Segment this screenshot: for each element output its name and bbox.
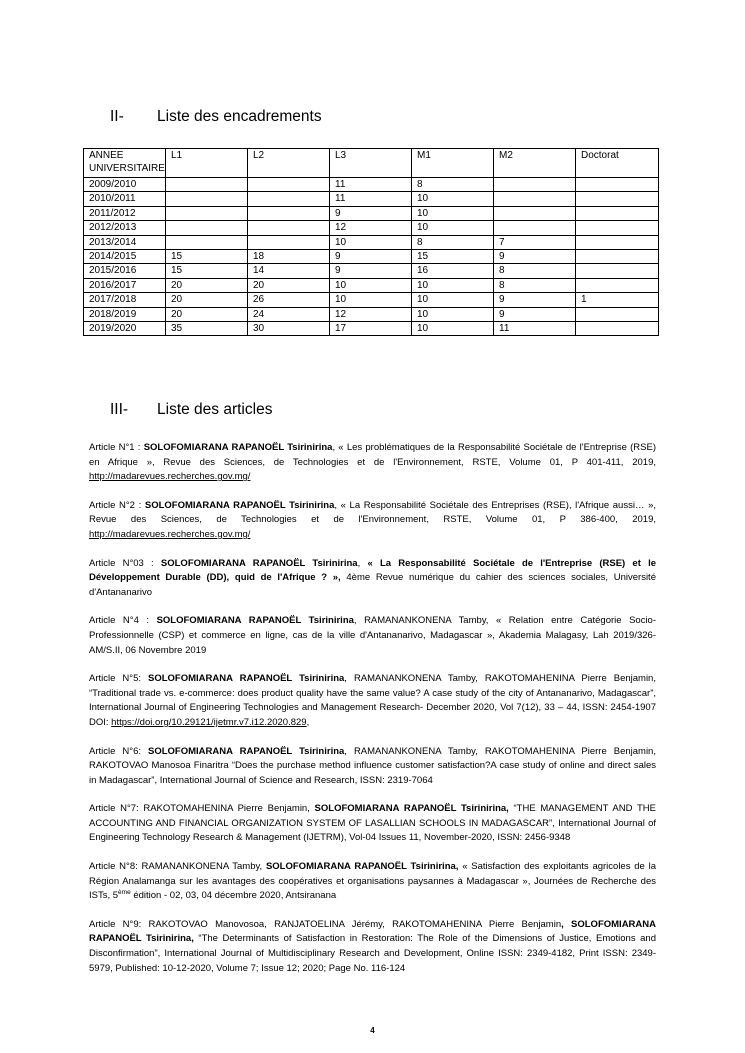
table-cell xyxy=(576,249,659,263)
table-header-cell: M1 xyxy=(412,149,494,178)
article-entry xyxy=(89,672,656,730)
table-cell: 8 xyxy=(412,178,494,192)
section-heading-encadrements xyxy=(110,108,322,126)
table-cell: 2019/2020 xyxy=(84,321,166,335)
table-cell: 35 xyxy=(166,321,248,335)
article-author-bold: SOLOFOMIARANA RAPANOËL Tsirinirina, xyxy=(265,861,459,873)
table-cell xyxy=(576,178,659,192)
table-cell xyxy=(576,221,659,235)
table-header-cell: Doctorat xyxy=(576,149,659,178)
table-cell: 2014/2015 xyxy=(84,249,166,263)
table-header-cell: L3 xyxy=(330,149,412,178)
section-title: Liste des encadrements xyxy=(157,108,322,125)
article-author-bold: SOLOFOMIARANA RAPANOËL Tsirinirina xyxy=(160,557,358,569)
article-author-bold: SOLOFOMIARANA RAPANOËL Tsirinirina xyxy=(143,442,333,453)
table-cell: 2018/2019 xyxy=(84,307,166,321)
article-link[interactable]: http://madarevues.recherches.gov.mg/ xyxy=(89,528,251,540)
article-text: Article N°1 : xyxy=(89,442,144,453)
section-number: III- xyxy=(110,401,129,418)
table-cell: 10 xyxy=(330,278,412,292)
article-entry xyxy=(89,557,656,601)
table-cell xyxy=(248,206,330,220)
table-cell: 14 xyxy=(248,264,330,278)
table-row xyxy=(84,221,659,235)
table-cell xyxy=(576,206,659,220)
table-cell xyxy=(248,192,330,206)
article-text: Article N°6: xyxy=(89,745,148,757)
encadrements-table xyxy=(83,148,659,336)
table-cell xyxy=(248,221,330,235)
article-text: Article N°7: RAKOTOMAHENINA Pierre Benjamin, xyxy=(89,803,315,815)
page-number: 4 xyxy=(370,1026,375,1035)
table-cell: 2011/2012 xyxy=(84,206,166,220)
article-text: Article N°5: xyxy=(89,673,148,685)
article-entry xyxy=(89,802,656,846)
table-cell xyxy=(576,307,659,321)
table-header-cell: L1 xyxy=(166,149,248,178)
table-row xyxy=(84,249,659,263)
table-cell: 9 xyxy=(494,307,576,321)
table-header-cell: ANNEE UNIVERSITAIRE xyxy=(84,149,166,178)
article-list xyxy=(89,441,656,990)
article-author-bold: SOLOFOMIARANA RAPANOËL Tsirinirina xyxy=(148,673,345,685)
table-cell xyxy=(166,221,248,235)
table-cell xyxy=(166,192,248,206)
table-cell: 2009/2010 xyxy=(84,178,166,192)
table-cell: 8 xyxy=(494,278,576,292)
table-cell: 10 xyxy=(412,221,494,235)
table-cell: 10 xyxy=(330,293,412,307)
table-cell: 9 xyxy=(330,264,412,278)
table-row xyxy=(84,321,659,335)
article-entry xyxy=(89,860,656,904)
table-cell: 11 xyxy=(330,192,412,206)
table-cell xyxy=(494,206,576,220)
table-cell: 11 xyxy=(494,321,576,335)
article-author-bold: SOLOFOMIARANA RAPANOËL Tsirinirina xyxy=(144,499,335,511)
table-cell xyxy=(494,192,576,206)
article-text: , RAMANANKONENA Tamby, « Relation entre Catégorie Socio-Professionnelle (CSP) et commerce en ligne, cas de la ville d'Antananarivo, Madagascar », Akademia Malagasy, Lah 2019/326-AM/S.II, 06 Novembre 2019 xyxy=(89,615,657,656)
article-text: , « La Responsabilité Sociétale des Entreprises (RSE), l'Afrique aussi… », Revue des Sciences, de Technologies et de l'Environnement, RSTE, Volume 01, P 386-400, 2019, xyxy=(89,499,656,526)
article-entry xyxy=(89,441,656,485)
article-text: , « Les problématiques de la Responsabilité Sociétale de l'Entreprise (RSE) en Afrique », Revue des Sciences, de Technologies et de l'Environnement, RSTE, Volume 01, P 401-411, 2019, xyxy=(89,442,656,468)
table-cell: 24 xyxy=(248,307,330,321)
table-cell: 26 xyxy=(248,293,330,307)
article-text: “THE MANAGEMENT AND THE ACCOUNTING AND FINANCIAL ORGANIZATION SYSTEM OF LASALLIAN SCHOOLS IN MADAGASCAR”, International Journal of Engineering Technology Research & Management (IJETRM), Vol-04 Issues 11, November-2020, ISSN: 2456-9348 xyxy=(89,803,657,844)
article-text: Article N°9: RAKOTOVAO Manovosoa, RANJATOELINA Jérémy, RAKOTOMAHENINA Pierre Benjamin xyxy=(89,918,562,930)
table-cell: 12 xyxy=(330,221,412,235)
table-cell: 10 xyxy=(412,293,494,307)
superscript-text: ème xyxy=(118,889,131,897)
table-cell: 2010/2011 xyxy=(84,192,166,206)
table-cell: 10 xyxy=(412,307,494,321)
table-cell: 16 xyxy=(412,264,494,278)
table-cell: 2015/2016 xyxy=(84,264,166,278)
article-link[interactable]: http://madarevues.recherches.gov.mg/ xyxy=(89,471,251,483)
table-cell: 2012/2013 xyxy=(84,221,166,235)
table-cell: 20 xyxy=(166,278,248,292)
section-number: II- xyxy=(110,108,124,125)
table-cell xyxy=(166,178,248,192)
table-cell: 17 xyxy=(330,321,412,335)
table-header-cell: L2 xyxy=(248,149,330,178)
table-cell xyxy=(576,264,659,278)
table-cell: 9 xyxy=(330,249,412,263)
table-cell: 18 xyxy=(248,249,330,263)
table-header-cell: M2 xyxy=(494,149,576,178)
article-author-bold: SOLOFOMIARANA RAPANOËL Tsirinirina xyxy=(148,745,345,757)
article-author-bold: SOLOFOMIARANA RAPANOËL Tsirinirina, xyxy=(314,803,509,815)
article-author-bold: , SOLOFOMIARANA RAPANOËL Tsirinirina, xyxy=(89,918,656,945)
table-cell: 2016/2017 xyxy=(84,278,166,292)
table-cell xyxy=(494,221,576,235)
article-text: Article N°8: RAMANANKONENA Tamby, xyxy=(89,861,266,873)
article-text: Article N°2 : xyxy=(89,499,145,511)
table-cell xyxy=(248,178,330,192)
table-cell: 1 xyxy=(576,293,659,307)
table-cell xyxy=(166,206,248,220)
article-text: Article N°03 : xyxy=(89,557,161,569)
table-cell: 10 xyxy=(412,192,494,206)
table-cell xyxy=(494,178,576,192)
table-cell xyxy=(576,278,659,292)
table-cell: 10 xyxy=(330,235,412,249)
table-row xyxy=(84,206,659,220)
table-cell: 9 xyxy=(330,206,412,220)
table-cell: 11 xyxy=(330,178,412,192)
article-link[interactable]: https://doi.org/10.29121/ijetmr.v7.i12.2020.829 xyxy=(111,716,307,728)
article-text: Article N°4 : xyxy=(89,615,157,627)
article-entry xyxy=(89,614,656,658)
table-cell: 9 xyxy=(494,293,576,307)
article-entry xyxy=(89,918,656,976)
table-cell: 2017/2018 xyxy=(84,293,166,307)
table-cell: 20 xyxy=(166,307,248,321)
table-cell: 8 xyxy=(412,235,494,249)
article-author-bold: « La Responsabilité Sociétale de l'Entreprise (RSE) et le Développement Durable (DD), quid de l'Afrique ? », xyxy=(89,557,657,584)
table-cell: 30 xyxy=(248,321,330,335)
table-cell: 12 xyxy=(330,307,412,321)
table-cell: 2013/2014 xyxy=(84,235,166,249)
article-entry xyxy=(89,745,656,789)
table-cell xyxy=(576,321,659,335)
table-cell: 8 xyxy=(494,264,576,278)
article-text: édition - 02, 03, 04 décembre 2020, Antsiranana xyxy=(130,890,337,902)
table-cell: 9 xyxy=(494,249,576,263)
article-text: , xyxy=(306,716,310,728)
table-row xyxy=(84,178,659,192)
article-text: « Satisfaction des exploitants agricoles de la Région Analamanga sur les avantages des coopératives et organisations paysannes à Madagascar », Journées de Recherche des ISTs, 5 xyxy=(89,861,656,902)
table-row xyxy=(84,278,659,292)
table-cell xyxy=(166,235,248,249)
article-text: 4ème Revue numérique du cahier des sciences sociales, Université d'Antananarivo xyxy=(89,572,656,598)
section-heading-articles xyxy=(110,401,272,419)
table-row xyxy=(84,192,659,206)
table-cell xyxy=(248,235,330,249)
table-row xyxy=(84,307,659,321)
table-row xyxy=(84,264,659,278)
article-author-bold: SOLOFOMIARANA RAPANOËL Tsirinirina xyxy=(156,615,354,627)
table-row xyxy=(84,293,659,307)
table-cell: 10 xyxy=(412,206,494,220)
table-cell: 10 xyxy=(412,321,494,335)
table-cell xyxy=(576,192,659,206)
section-title: Liste des articles xyxy=(157,401,273,418)
table-cell: 15 xyxy=(412,249,494,263)
article-text: , RAMANANKONENA Tamby, RAKOTOMAHENINA Pierre Benjamin, “Traditional trade vs. e-commerce: does product quality have the same value? A case study of the city of Antananarivo, Madagascar”, International Journal of Engineering Technologies and Management Research- December 2020, Vol 7(12), 33 – 44, ISSN: 2454-1907 DOI: xyxy=(89,673,656,728)
table-cell: 7 xyxy=(494,235,576,249)
table-row xyxy=(84,235,659,249)
table-cell: 20 xyxy=(248,278,330,292)
article-text: “The Determinants of Satisfaction in Restoration: The Role of the Dimensions of Justice, Emotions and Disconfirmation”, International Journal of Multidisciplinary Research and Development, Online ISSN: 2349-4182, Print ISSN: 2349-5979, Published: 10-12-2020, Volume 7; Issue 12; 2020; Page No. 116-124 xyxy=(89,933,656,974)
article-text: , RAMANANKONENA Tamby, RAKOTOMAHENINA Pierre Benjamin, RAKOTOVAO Manosoa Finaritra “Does the purchase method influence customer satisfaction?A case study of online and direct sales in Madagascar”, International Journal of Science and Research, ISSN: 2319-7064 xyxy=(89,745,656,786)
table-cell: 15 xyxy=(166,264,248,278)
article-text: , xyxy=(357,557,368,569)
table-header-row xyxy=(84,149,659,178)
table-cell: 15 xyxy=(166,249,248,263)
table-cell xyxy=(576,235,659,249)
article-entry xyxy=(89,499,656,543)
table-cell: 10 xyxy=(412,278,494,292)
table-cell: 20 xyxy=(166,293,248,307)
